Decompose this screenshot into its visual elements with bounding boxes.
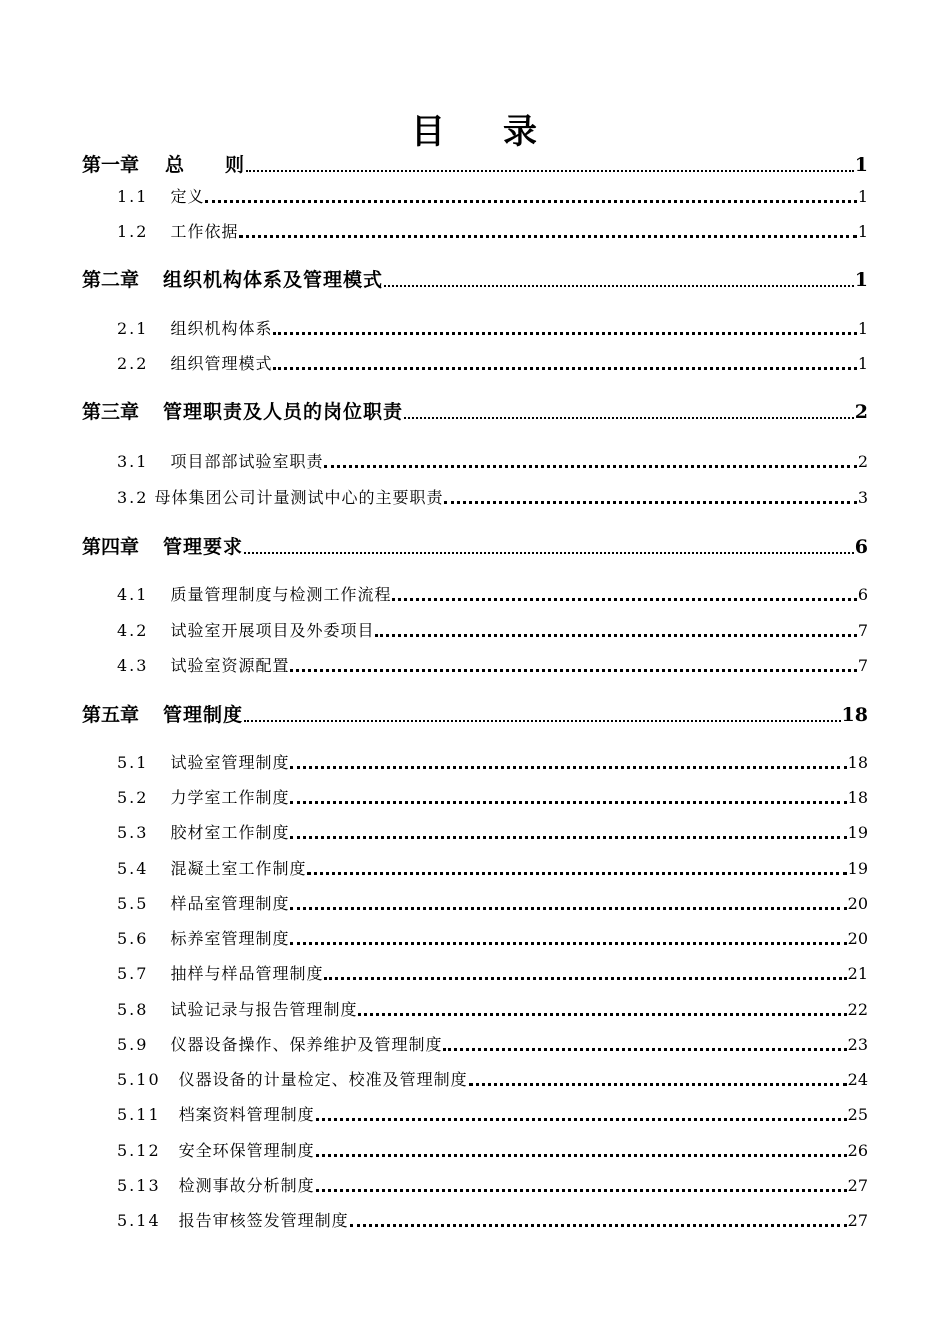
toc-section-entry[interactable] — [117, 961, 868, 984]
toc-entry-number: 4.1 — [117, 585, 149, 604]
toc-entry-page: 27 — [847, 1176, 868, 1195]
dot-leader — [290, 766, 846, 769]
toc-entry-number: 5.5 — [117, 894, 149, 913]
toc-chapter-entry[interactable] — [82, 532, 868, 559]
toc-entry-number: 1.1 — [117, 187, 149, 206]
toc-section-entry[interactable] — [117, 856, 868, 879]
toc-entry-label: 标养室管理制度 — [170, 929, 290, 948]
toc-entry-label: 仪器设备的计量检定、校准及管理制度 — [178, 1070, 468, 1089]
toc-entry-number: 第五章 — [82, 704, 140, 726]
dot-leader — [316, 1154, 847, 1157]
toc-section-entry[interactable] — [117, 891, 868, 914]
toc-entry-page: 18 — [847, 788, 868, 807]
toc-entry-label: 力学室工作制度 — [170, 788, 290, 807]
toc-entry-page: 22 — [847, 1000, 868, 1019]
dot-leader — [375, 634, 856, 637]
toc-entry-number: 第二章 — [82, 269, 140, 291]
toc-entry-number: 4.2 — [117, 621, 149, 640]
toc-entry-label: 报告审核签发管理制度 — [178, 1211, 349, 1230]
toc-entry-label: 混凝土室工作制度 — [170, 859, 307, 878]
dot-leader — [244, 552, 854, 554]
toc-entry-page: 19 — [847, 859, 868, 878]
toc-entry-number: 5.4 — [117, 859, 149, 878]
toc-entry-number: 5.7 — [117, 964, 149, 983]
toc-entry-page: 18 — [841, 704, 868, 726]
toc-entry-page: 26 — [847, 1141, 868, 1160]
toc-entry-number: 5.3 — [117, 823, 149, 842]
toc-section-entry[interactable] — [117, 485, 868, 508]
toc-entry-label: 定义 — [170, 187, 205, 206]
toc-entry-label: 管理制度 — [163, 704, 244, 726]
toc-entry-page: 1 — [857, 187, 868, 206]
toc-entry-page: 6 — [854, 536, 868, 558]
toc-section-entry[interactable] — [117, 1102, 868, 1125]
toc-section-entry[interactable] — [117, 750, 868, 773]
toc-entry-page: 1 — [857, 354, 868, 373]
toc-section-entry[interactable] — [117, 449, 868, 472]
toc-entry-page: 18 — [847, 753, 868, 772]
dot-leader — [290, 669, 856, 672]
toc-entry-page: 3 — [857, 488, 868, 507]
dot-leader — [290, 836, 846, 839]
toc-entry-label: 档案资料管理制度 — [178, 1105, 315, 1124]
toc-entry-number: 5.11 — [117, 1105, 161, 1124]
dot-leader — [244, 720, 841, 722]
toc-entry-page: 7 — [857, 621, 868, 640]
toc-entry-label: 管理要求 — [163, 536, 244, 558]
toc-entry-page: 2 — [854, 401, 868, 423]
toc-entry-label: 样品室管理制度 — [170, 894, 290, 913]
toc-entry-number: 第三章 — [82, 401, 140, 423]
toc-entry-label: 项目部部试验室职责 — [170, 452, 324, 471]
toc-entry-page: 21 — [847, 964, 868, 983]
toc-entry-page: 25 — [847, 1105, 868, 1124]
toc-entry-number: 5.10 — [117, 1070, 161, 1089]
toc-entry-page: 27 — [847, 1211, 868, 1230]
toc-entry-page: 23 — [847, 1035, 868, 1054]
dot-leader — [273, 367, 856, 370]
dot-leader — [239, 235, 856, 238]
toc-entry-page: 1 — [857, 319, 868, 338]
toc-entry-number: 5.2 — [117, 788, 149, 807]
toc-entry-page: 2 — [857, 452, 868, 471]
toc-entry-number: 5.12 — [117, 1141, 161, 1160]
toc-entry-page: 1 — [857, 222, 868, 241]
dot-leader — [324, 977, 846, 980]
toc-chapter-entry[interactable] — [82, 150, 868, 177]
toc-entry-label: 安全环保管理制度 — [178, 1141, 315, 1160]
toc-entry-page: 20 — [847, 894, 868, 913]
toc-entry-label: 抽样与样品管理制度 — [170, 964, 324, 983]
toc-section-entry[interactable] — [117, 820, 868, 843]
title-char-2: 录 — [503, 112, 539, 152]
toc-entry-page: 7 — [857, 656, 868, 675]
dot-leader — [392, 598, 856, 601]
toc-entry-number: 5.6 — [117, 929, 149, 948]
toc-entry-number: 第一章 — [82, 154, 140, 176]
toc-entry-label: 胶材室工作制度 — [170, 823, 290, 842]
toc-entry-number: 2.2 — [117, 354, 149, 373]
dot-leader — [246, 170, 854, 172]
toc-entry-number: 1.2 — [117, 222, 149, 241]
toc-section-entry[interactable] — [117, 1067, 868, 1090]
toc-entry-label: 母体集团公司计量测试中心的主要职责 — [154, 488, 444, 507]
toc-entry-label: 组织机构体系及管理模式 — [163, 269, 384, 291]
toc-entry-number: 5.9 — [117, 1035, 149, 1054]
toc-entry-number: 第四章 — [82, 536, 140, 558]
toc-entry-number: 3.2 — [117, 488, 149, 507]
toc-section-entry[interactable] — [117, 1208, 868, 1231]
title-char-1: 目 — [411, 112, 447, 152]
toc-entry-label: 质量管理制度与检测工作流程 — [170, 585, 392, 604]
dot-leader — [205, 200, 856, 203]
toc-entry-number: 5.14 — [117, 1211, 161, 1230]
page-title — [0, 104, 950, 153]
toc-entry-label: 工作依据 — [170, 222, 239, 241]
dot-leader — [290, 942, 846, 945]
toc-entry-number: 3.1 — [117, 452, 149, 471]
toc-entry-page: 6 — [857, 585, 868, 604]
toc-entry-number: 5.1 — [117, 753, 149, 772]
toc-chapter-entry[interactable] — [82, 397, 868, 424]
toc-entry-label: 试验室资源配置 — [170, 656, 290, 675]
toc-section-entry[interactable] — [117, 1173, 868, 1196]
toc-entry-number: 2.1 — [117, 319, 149, 338]
toc-section-entry[interactable] — [117, 1138, 868, 1161]
toc-section-entry[interactable] — [117, 653, 868, 676]
toc-entry-number: 5.8 — [117, 1000, 149, 1019]
toc-section-entry[interactable] — [117, 582, 868, 605]
toc-chapter-entry[interactable] — [82, 265, 868, 292]
dot-leader — [316, 1118, 847, 1121]
dot-leader — [316, 1189, 847, 1192]
toc-section-entry[interactable] — [117, 618, 868, 641]
toc-entry-number: 5.13 — [117, 1176, 161, 1195]
toc-entry-label: 检测事故分析制度 — [178, 1176, 315, 1195]
toc-entry-page: 19 — [847, 823, 868, 842]
toc-section-entry[interactable] — [117, 785, 868, 808]
toc-section-entry[interactable] — [117, 184, 868, 207]
toc-entry-label: 试验室管理制度 — [170, 753, 290, 772]
toc-chapter-entry[interactable] — [82, 700, 868, 727]
toc-entry-number: 4.3 — [117, 656, 149, 675]
toc-entry-label: 总 则 — [165, 154, 246, 176]
toc-entry-page: 1 — [854, 154, 868, 176]
toc-section-entry[interactable] — [117, 926, 868, 949]
dot-leader — [307, 872, 846, 875]
dot-leader — [404, 417, 854, 419]
dot-leader — [444, 501, 856, 504]
toc-section-entry[interactable] — [117, 997, 868, 1020]
toc-entry-label: 管理职责及人员的岗位职责 — [163, 401, 404, 423]
toc-entry-page: 1 — [854, 269, 868, 291]
dot-leader — [290, 907, 846, 910]
toc-entry-label: 试验室开展项目及外委项目 — [170, 621, 375, 640]
toc-entry-label: 组织管理模式 — [170, 354, 273, 373]
toc-entry-page: 24 — [847, 1070, 868, 1089]
toc-section-entry[interactable] — [117, 1032, 868, 1055]
dot-leader — [358, 1013, 846, 1016]
toc-section-entry[interactable] — [117, 351, 868, 374]
toc-entry-label: 仪器设备操作、保养维护及管理制度 — [170, 1035, 443, 1054]
dot-leader — [350, 1224, 847, 1227]
toc-section-entry[interactable] — [117, 316, 868, 339]
dot-leader — [290, 801, 846, 804]
dot-leader — [443, 1048, 846, 1051]
toc-entry-label: 试验记录与报告管理制度 — [170, 1000, 358, 1019]
dot-leader — [273, 332, 856, 335]
dot-leader — [384, 285, 854, 287]
dot-leader — [324, 465, 856, 468]
toc-entry-page: 20 — [847, 929, 868, 948]
toc-section-entry[interactable] — [117, 219, 868, 242]
dot-leader — [469, 1083, 847, 1086]
toc-entry-label: 组织机构体系 — [170, 319, 273, 338]
